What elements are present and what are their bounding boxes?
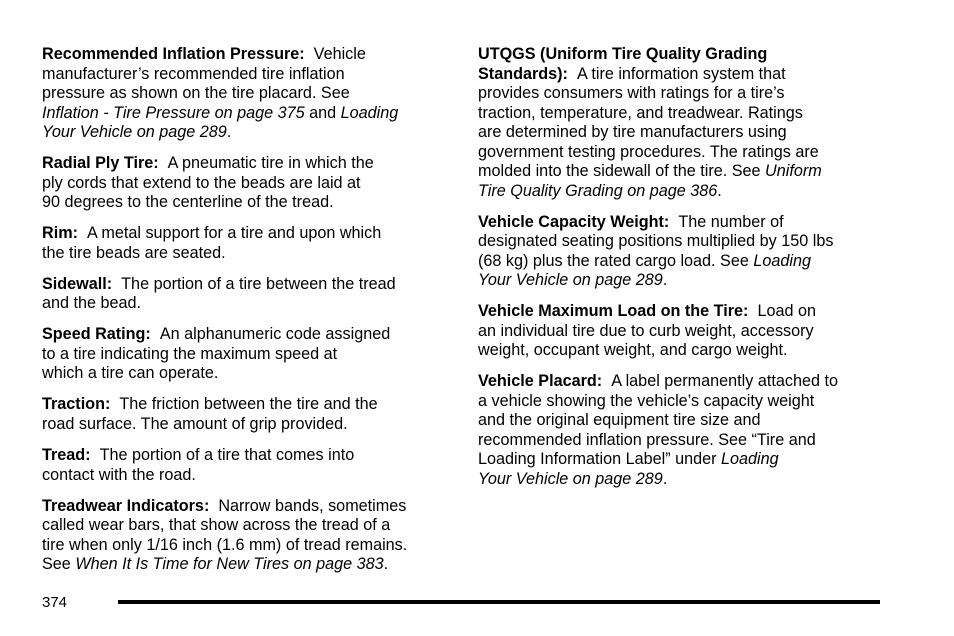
page-reference: Your Vehicle on page 289 [42, 123, 227, 141]
definition-text: Loading Information Label” under [478, 450, 721, 469]
page-number: 374 [42, 594, 68, 611]
page-reference: Uniform [765, 162, 822, 180]
definition-text: called wear bars, that show across the tread of a [42, 516, 391, 535]
glossary-term: Radial Ply Tire: [42, 154, 159, 173]
definition-text: tire when only 1/16 inch (1.6 mm) of tread remains. [42, 535, 408, 554]
page-reference: Loading [720, 450, 779, 469]
left-column [42, 45, 444, 586]
glossary-entry [42, 446, 444, 485]
definition-text: . [662, 469, 668, 488]
definition-text: and [304, 103, 341, 122]
definition-text: The portion of a tire between the tread [121, 274, 396, 293]
definition-text: The portion of a tire that comes into [99, 446, 355, 465]
page-reference: When It Is Time for New Tires on page 383 [75, 555, 384, 574]
definition-text: and the original equipment tire size and [478, 411, 761, 430]
definition-text: The number of [678, 212, 784, 231]
glossary-entry [478, 372, 880, 489]
definition-text: . [662, 271, 668, 290]
definition-text: recommended inflation pressure. See “Tire and [478, 430, 816, 449]
page-reference: Your Vehicle on page 289 [478, 469, 663, 488]
definition-text: See [42, 555, 76, 574]
definition-text: road surface. The amount of grip provided. [42, 414, 348, 433]
definition-text: provides consumers with ratings for a tire’s [478, 84, 785, 102]
glossary-entry [478, 213, 880, 291]
definition-text: designated seating positions multiplied by 150 lbs [478, 232, 834, 251]
definition-text: . [383, 555, 389, 574]
definition-text: a vehicle showing the vehicle’s capacity weight [478, 391, 815, 410]
glossary-term: Rim: [42, 224, 78, 243]
glossary-entry [42, 325, 444, 384]
definition-text: molded into the sidewall of the tire. See [478, 162, 766, 180]
glossary-term: Sidewall: [42, 274, 113, 293]
page-reference: Your Vehicle on page 289 [478, 271, 663, 290]
definition-text: weight, occupant weight, and cargo weight. [478, 341, 788, 360]
definition-text: (68 kg) plus the rated cargo load. See [478, 251, 754, 270]
glossary-term: Standards): [478, 64, 568, 83]
glossary-entry [478, 45, 880, 201]
definition-text: An alphanumeric code assigned [159, 325, 391, 344]
definition-text: and the bead. [42, 294, 142, 313]
glossary-entry [478, 302, 880, 361]
definition-text: manufacturer’s recommended tire inflation [42, 64, 345, 83]
glossary-term: Treadwear Indicators: [42, 496, 210, 515]
definition-text: Narrow bands, sometimes [218, 496, 407, 515]
page-reference: Tire Quality Grading on page 386 [478, 181, 718, 200]
glossary-term: Vehicle Maximum Load on the Tire: [478, 302, 749, 321]
glossary-entry [42, 45, 444, 143]
glossary-entry [42, 224, 444, 263]
glossary-term: Tread: [42, 446, 91, 465]
glossary-term: Traction: [42, 395, 111, 414]
definition-text: A metal support for a tire and upon which [86, 224, 382, 243]
definition-text: ply cords that extend to the beads are laid at [42, 173, 361, 192]
definition-text: Vehicle [313, 45, 366, 63]
right-column [478, 45, 880, 501]
definition-text: pressure as shown on the tire placard. See [42, 84, 350, 102]
definition-text: . [717, 181, 722, 200]
page-reference: Loading [340, 103, 399, 122]
glossary-entry [42, 154, 444, 213]
glossary-entry [42, 497, 444, 575]
definition-text: contact with the road. [42, 465, 196, 484]
definition-text: A label permanently attached to [611, 372, 838, 391]
definition-text: A tire information system that [576, 64, 786, 83]
glossary-term: Recommended Inflation Pressure: [42, 45, 305, 63]
definition-text: government testing procedures. The ratings are [478, 142, 819, 161]
page-reference: Inflation - Tire Pressure on page 375 [42, 103, 305, 122]
definition-text: are determined by tire manufacturers using [478, 123, 787, 141]
definition-text: to a tire indicating the maximum speed at [42, 344, 338, 363]
definition-text: traction, temperature, and treadwear. Ratings [478, 103, 803, 122]
glossary-term: Vehicle Capacity Weight: [478, 212, 670, 231]
footer-rule [118, 600, 880, 604]
glossary-term: Vehicle Placard: [478, 372, 603, 391]
glossary-term: UTQGS (Uniform Tire Quality Grading [478, 45, 768, 63]
definition-text: 90 degrees to the centerline of the tread. [42, 193, 334, 212]
glossary-entry [42, 395, 444, 434]
glossary-term: Speed Rating: [42, 325, 151, 344]
definition-text: A pneumatic tire in which the [167, 154, 374, 173]
definition-text: the tire beads are seated. [42, 243, 226, 262]
definition-text: which a tire can operate. [42, 364, 219, 383]
definition-text: Load on [757, 302, 816, 321]
definition-text: The friction between the tire and the [119, 395, 378, 414]
definition-text: an individual tire due to curb weight, accessory [478, 321, 814, 340]
definition-text: . [226, 123, 232, 141]
page-reference: Loading [753, 251, 811, 270]
glossary-entry [42, 275, 444, 314]
